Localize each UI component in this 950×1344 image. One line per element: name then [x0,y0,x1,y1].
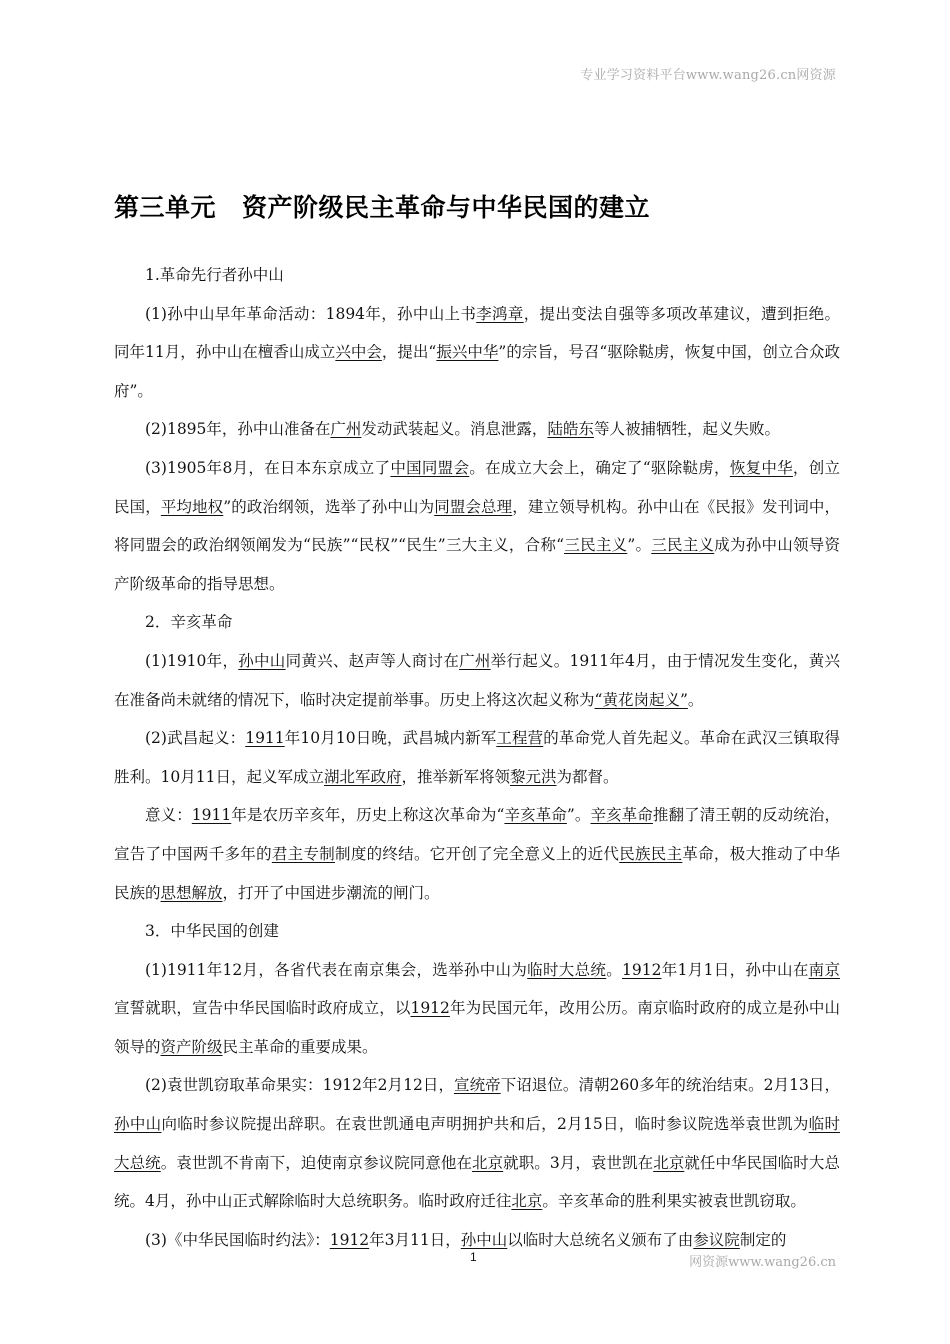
underlined-keyword: 恢复中华 [729,458,793,477]
text-run: 。 [606,960,623,979]
text-run: 同黄兴、赵声等人商讨在 [285,651,460,670]
underlined-keyword: 兴中会 [335,343,382,362]
text-run: 成为孙中山领导资产阶级革命的指导思想。 [114,536,840,593]
underlined-keyword: 1911 [191,806,232,825]
text-run: ，提出“ [381,343,437,362]
text-run: (1)1910年， [145,651,239,670]
text-run: 制定的 [739,1230,787,1249]
underlined-keyword: 三民主义 [651,536,715,555]
underlined-keyword: 1911 [245,729,285,748]
underlined-keyword: 中国同盟会 [390,458,470,477]
text-run: 推翻了清王朝的反动统治，宣告了中国两千多年的 [114,806,840,863]
text-run: 等人被捕牺牲，起义失败。 [593,420,780,439]
text-run: 宣誓就职，宣告中华民国临时政府成立，以 [114,999,411,1018]
text-run: 。 [687,690,704,709]
paragraph [114,256,840,295]
underlined-keyword: 湖北军政府 [323,767,402,786]
text-run: ，打开了中国进步潮流的闸门。 [222,883,440,902]
text-run: (1)1911年12月，各省代表在南京集会，选举孙中山为 [145,960,528,979]
text-run: 制度的终结。它开创了完全意义上的近代 [335,844,620,863]
title-unit: 第三单元 [114,193,217,222]
underlined-keyword: 孙中山 [114,1115,162,1134]
underlined-keyword: 黎元洪 [509,767,557,786]
text-run: 革命，极大推动了中华民族的 [114,844,840,902]
underlined-keyword: 辛亥革命 [590,806,653,825]
text-run: 1.革命先行者孙中山 [145,266,284,284]
underlined-keyword: 临时大总统 [527,960,607,979]
text-run: (2)1895年，孙中山准备在 [145,420,331,439]
text-run: 举行起义。1911年4月，由于情况发生变化，黄兴在准备尚未就绪的情况下，临时决定提前举事。历史上将这次起义称为 [114,651,840,709]
underlined-keyword: 同盟会总理 [434,497,513,516]
text-run: 年为民国元年，改用公历。南京临时政府的成立是孙中山领导的 [114,999,840,1056]
underlined-keyword: 北京 [653,1153,685,1172]
text-run: ”。 [566,806,591,825]
underlined-keyword: 君主专制 [271,844,336,863]
text-run: (3)《中华民国临时约法》： [145,1230,330,1249]
text-run: 下诏退位。清朝260多年的统治结束。2月13日， [500,1076,840,1095]
paragraph [114,449,840,603]
underlined-keyword: 南京 [808,960,840,979]
text-run: 3．中华民国的创建 [145,922,279,941]
paragraph [114,951,840,1067]
text-run: ”。 [627,536,652,555]
underlined-keyword: 平均地权 [160,497,224,516]
underlined-keyword: 临时大总统 [114,1115,840,1172]
text-run: ，建立领导机构。孙中山在《民报》发刊词中，将同盟会的政治纲领阐发为“民族”“民权”“民生”三大主义，合称“ [114,497,840,555]
text-run: 的革命党人首先起义。革命在武汉三镇取得胜利。10月11日，起义军成立 [114,729,840,786]
paragraph [114,1066,840,1220]
text-run: ，创立民国， [114,458,840,516]
paragraph [114,796,840,912]
underlined-keyword: 北京 [472,1153,504,1172]
title-text: 资产阶级民主革命与中华民国的建立 [242,193,651,222]
text-run: 发动武装起义。消息泄露， [361,420,548,439]
paragraph [114,719,840,796]
underlined-keyword: 参议院 [693,1230,740,1249]
paragraph [114,912,840,951]
text-run: 就职。3月，袁世凯在 [503,1153,654,1172]
text-run: 2．辛亥革命 [145,613,233,632]
text-run: 。辛亥革命的胜利果实被袁世凯窃取。 [542,1192,806,1211]
text-run: 以临时大总统名义颁布了由 [507,1230,694,1249]
document-body [114,256,840,1259]
underlined-keyword: 广州 [330,420,362,439]
paragraph [114,642,840,719]
text-run: 向临时参议院提出辞职。在袁世凯通电声明拥护共和后，2月15日，临时参议院选举袁世凯为 [161,1115,809,1134]
page-title [114,188,650,224]
text-run: ，提出变法自强等多项改革建议，遭到拒绝。同年11月，孙中山在檀香山成立 [114,304,840,362]
underlined-keyword: 1912 [329,1230,370,1249]
underlined-keyword: 1912 [622,960,662,979]
underlined-keyword: 陆皓东 [547,420,594,439]
text-run: 民主革命的重要成果。 [222,1037,378,1056]
text-run: (3)1905年8月，在日本东京成立了 [145,458,391,477]
text-run: 年3月11日， [369,1230,461,1249]
header-note: 专业学习资料平台www.wang26.cn网资源 [580,68,836,83]
underlined-keyword: 孙中山 [460,1230,508,1249]
paragraph [114,410,840,449]
text-run: 意义： [145,806,192,825]
paragraph [114,295,840,411]
underlined-keyword: “黄花岗起义” [594,690,688,709]
text-run: 年是农历辛亥年，历史上称这次革命为“ [231,806,505,825]
text-run: 。袁世凯不肯南下，迫使南京参议院同意他在 [160,1153,473,1172]
underlined-keyword: 孙中山 [238,651,286,670]
text-run: ，推举新军将领 [401,767,510,786]
text-run: 年10月10日晚，武昌城内新军 [284,729,497,748]
underlined-keyword: 工程营 [496,729,544,748]
text-run: 就任中华民国临时大总统。4月，孙中山正式解除临时大总统职务。临时政府迁往 [114,1153,840,1211]
text-run: ”的政治纲领，选举了孙中山为 [223,497,435,516]
underlined-keyword: 辛亥革命 [504,806,567,825]
underlined-keyword: 李鸿章 [476,304,524,323]
underlined-keyword: 振兴中华 [436,343,499,362]
underlined-keyword: 北京 [511,1192,543,1211]
underlined-keyword: 三民主义 [564,536,628,555]
text-run: (2)武昌起义： [145,729,246,748]
underlined-keyword: 广州 [459,651,491,670]
text-run: 年1月1日，孙中山在 [661,960,809,979]
page-number: 1 [470,1250,477,1264]
text-run: ”的宗旨，号召“驱除鞑虏，恢复中国，创立合众政府”。 [114,343,840,400]
underlined-keyword: 宣统帝 [454,1076,501,1095]
text-run: 为都督。 [556,767,619,786]
text-run: (1)孙中山早年革命活动：1894年，孙中山上书 [145,304,477,323]
underlined-keyword: 资产阶级 [160,1037,223,1056]
text-run: 。在成立大会上，确定了“驱除鞑虏， [469,458,730,477]
underlined-keyword: 民族民主 [619,844,683,863]
footer-note: 网资源www.wang26.cn [689,1255,836,1270]
underlined-keyword: 思想解放 [160,883,223,902]
paragraph [114,603,840,642]
underlined-keyword: 1912 [410,999,450,1018]
text-run: (2)袁世凯窃取革命果实：1912年2月12日， [145,1076,455,1095]
